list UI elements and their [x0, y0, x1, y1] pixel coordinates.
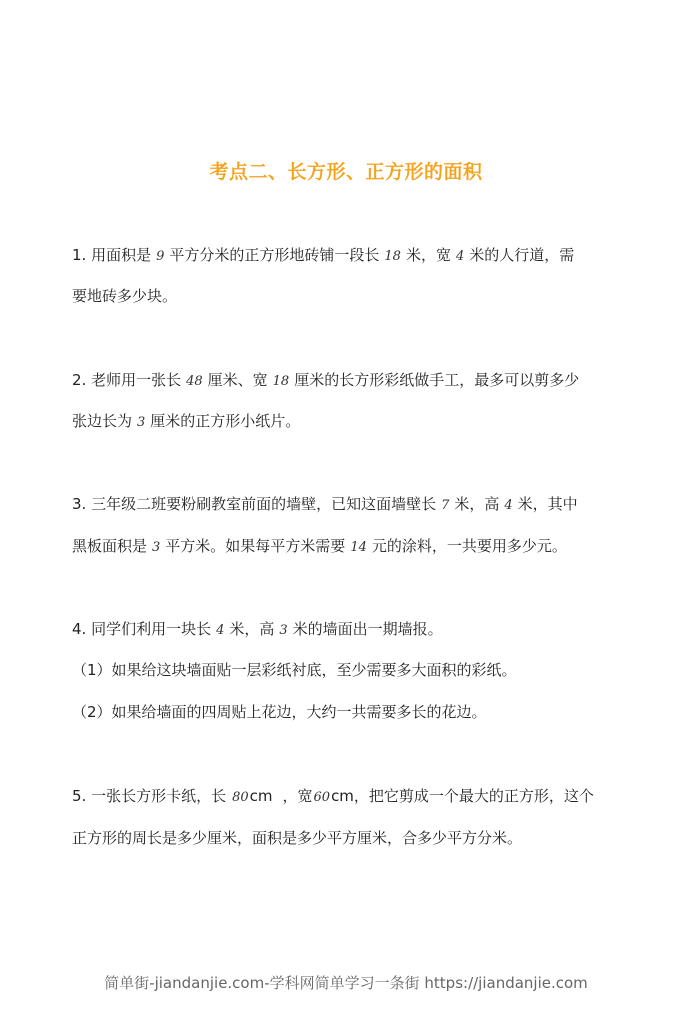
question-2-line-2 [72, 411, 300, 433]
question-text: ，把它剪成一个最大的正方形，这个 [353, 787, 594, 805]
question-text: 平方分米的正方形地砖铺一段长 [169, 246, 380, 264]
question-5-line-2: 正方形的周长是多少厘米，面积是多少平方厘米，合多少平方分米。 [72, 829, 523, 847]
question-1-line-1 [72, 245, 574, 267]
number-value: 18 [384, 249, 401, 264]
unit-text: cm [249, 787, 273, 805]
question-text: 米，高 [454, 495, 500, 513]
question-text: 元的涂料，一共要用多少元。 [371, 537, 567, 555]
number-value: 4 [216, 623, 225, 638]
number-value: 9 [156, 249, 165, 264]
question-text: 1. 用面积是 [72, 246, 152, 264]
question-text: 米，其中 [517, 495, 578, 513]
question-text: 5. 一张长方形卡纸，长 [72, 787, 227, 805]
question-3-line-1 [72, 494, 578, 516]
question-text: 4. 同学们利用一块长 [72, 620, 212, 638]
question-text: 3. 三年级二班要粉刷教室前面的墙壁，已知这面墙壁长 [72, 495, 437, 513]
number-value: 48 [186, 374, 203, 389]
question-text: 黑板面积是 [72, 537, 148, 555]
question-4-sub-1: （1）如果给这块墙面贴一层彩纸衬底，至少需要多大面积的彩纸。 [72, 661, 517, 679]
question-text: 米，高 [229, 620, 275, 638]
number-value: 3 [279, 623, 288, 638]
question-text: ，宽 [282, 787, 313, 805]
number-value: 7 [441, 498, 450, 513]
question-text: 厘米的长方形彩纸做手工，最多可以剪多少 [294, 371, 580, 389]
footer-watermark: 简单街-jiandanjie.com-学科网简单学习一条街 https://jiandanjie.com [104, 974, 588, 992]
question-text: 米的墙面出一期墙报。 [292, 620, 443, 638]
number-value: 4 [504, 498, 513, 513]
question-text: 张边长为 [72, 412, 133, 430]
number-value: 3 [137, 415, 146, 430]
question-text: 米，宽 [405, 246, 451, 264]
question-2-line-1 [72, 370, 579, 392]
question-text: 2. 老师用一张长 [72, 371, 182, 389]
number-value: 18 [272, 374, 290, 389]
question-4-sub-2: （2）如果给墙面的四周贴上花边，大约一共需要多长的花边。 [72, 703, 487, 721]
unit-text: cm [331, 787, 354, 805]
question-4-line-1 [72, 619, 443, 641]
question-text: 米的人行道，需 [469, 246, 575, 264]
number-value: 80 [232, 790, 249, 805]
question-1-line-2: 要地砖多少块。 [72, 287, 178, 305]
number-value: 60 [313, 790, 331, 805]
number-value: 3 [152, 540, 161, 555]
question-3-line-2 [72, 536, 567, 558]
number-value: 14 [350, 540, 367, 555]
page-title: 考点二、长方形、正方形的面积 [209, 161, 483, 183]
question-5-line-1 [72, 786, 594, 808]
question-text: 厘米、宽 [207, 371, 268, 389]
question-text: 厘米的正方形小纸片。 [150, 412, 301, 430]
number-value: 4 [455, 249, 465, 264]
question-text: 平方米。如果每平方米需要 [165, 537, 346, 555]
